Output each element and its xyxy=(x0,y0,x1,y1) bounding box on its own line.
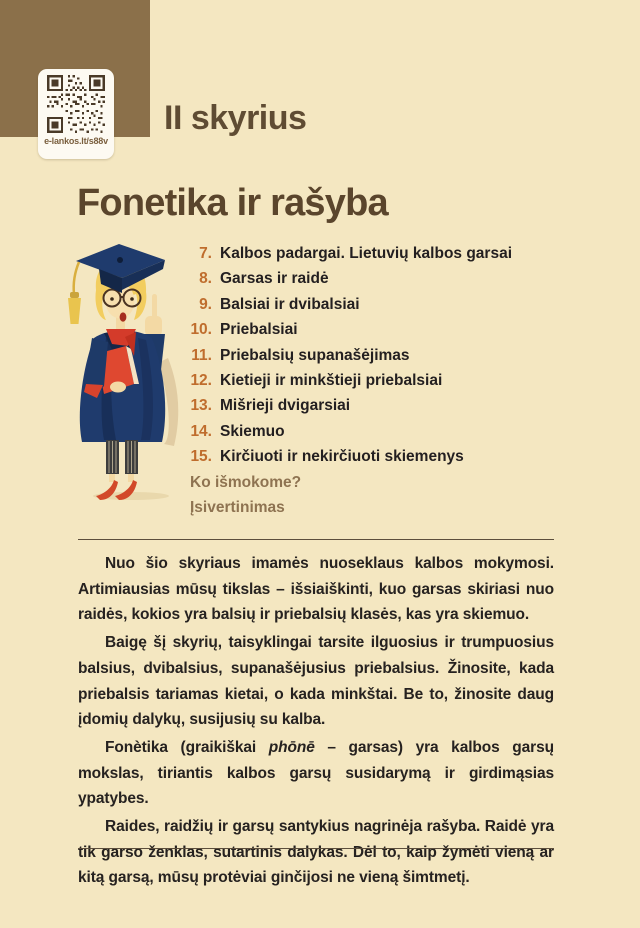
toc-item xyxy=(186,266,586,291)
term-fonetika: Fonètika xyxy=(105,738,168,756)
paragraph-text: Raides, raidžių ir garsų santykius nagrinėja rašyba. Raidė yra tik garso ženklas, sutartinis dalykas. Dėl to, kaip žymėti vieną ar kitą garsą, mūsų protėviai ginčijosi ne vieną šimtmetį. xyxy=(78,818,554,887)
intro-paragraph-3 xyxy=(78,735,554,812)
toc-item-label: Kietieji ir minkštieji priebalsiai xyxy=(220,372,443,390)
intro-paragraph-1 xyxy=(78,551,554,628)
graduate-mascot-illustration xyxy=(46,238,196,506)
toc-item-number: 15. xyxy=(190,448,212,466)
toc-item-label: Kirčiuoti ir nekirčiuoti skiemenys xyxy=(220,448,464,466)
toc-extra-self-assessment: Įsivertinimas xyxy=(190,499,285,517)
toc-item-label: Priebalsiai xyxy=(220,321,298,339)
paragraph-text: (graikiškai xyxy=(167,738,269,756)
toc-item xyxy=(186,343,586,368)
toc-item-number: 8. xyxy=(199,270,212,288)
toc-item xyxy=(186,292,586,317)
toc-item xyxy=(186,444,586,469)
toc-item-label: Skiemuo xyxy=(220,422,285,440)
paragraph-text: Nuo šio skyriaus imamės nuoseklaus kalbos mokymosi. Artimiausias mūsų tikslas – išsiaiškinti, kuo garsas skiriasi nuo raidės, kokios yra balsių ir priebalsių klasės, kas yra skiemuo. xyxy=(78,555,554,624)
toc-item xyxy=(186,368,586,393)
intro-paragraph-2 xyxy=(78,630,554,733)
term-phone-greek: phōnē xyxy=(268,738,315,756)
intro-text-block xyxy=(78,551,554,893)
toc-item-number: 11. xyxy=(191,346,212,364)
paragraph-text: – garsas) yra kalbos garsų mokslas, tiriantis kalbos garsų susidarymą ir girdimąsias ypatybes. xyxy=(78,738,554,808)
toc-item xyxy=(186,419,586,444)
qr-code-icon xyxy=(47,75,105,133)
toc-item-number: 10. xyxy=(190,321,212,339)
toc-item-number: 12. xyxy=(190,372,212,390)
toc-item-label: Mišrieji dvigarsiai xyxy=(220,397,351,415)
chapter-label: II skyrius xyxy=(164,99,307,137)
qr-link-label[interactable]: e-lankos.lt/s88v xyxy=(44,136,108,146)
toc-item-label: Kalbos padargai. Lietuvių kalbos garsai xyxy=(220,245,513,262)
intro-paragraph-4 xyxy=(78,814,554,891)
toc-item-number: 7. xyxy=(199,245,212,262)
toc-item xyxy=(186,241,586,266)
toc-item xyxy=(186,393,586,418)
toc-item xyxy=(186,317,586,342)
toc-item-label: Balsiai ir dvibalsiai xyxy=(220,295,360,313)
table-of-contents xyxy=(186,241,586,521)
divider-bottom xyxy=(78,848,554,849)
divider-top xyxy=(78,539,554,540)
toc-extra-what-we-learned: Ko išmokome? xyxy=(190,473,302,491)
page-title: Fonetika ir rašyba xyxy=(77,182,388,224)
toc-item-number: 13. xyxy=(190,397,212,415)
toc-item-label: Priebalsių supanašėjimas xyxy=(220,346,410,364)
toc-item-number: 9. xyxy=(199,295,212,313)
qr-card xyxy=(38,69,114,159)
paragraph-text: Baigę šį skyrių, taisyklingai tarsite ilguosius ir trumpuosius balsius, dvibalsius, supanašėjusius priebalsius. Žinosite, kada priebalsis tariamas kietai, o kada minkštai. Be to, žinosite daug įdomių dalykų, susijusių su kalba. xyxy=(78,634,554,729)
toc-item-number: 14. xyxy=(190,422,212,440)
toc-item-label: Garsas ir raidė xyxy=(220,270,329,288)
